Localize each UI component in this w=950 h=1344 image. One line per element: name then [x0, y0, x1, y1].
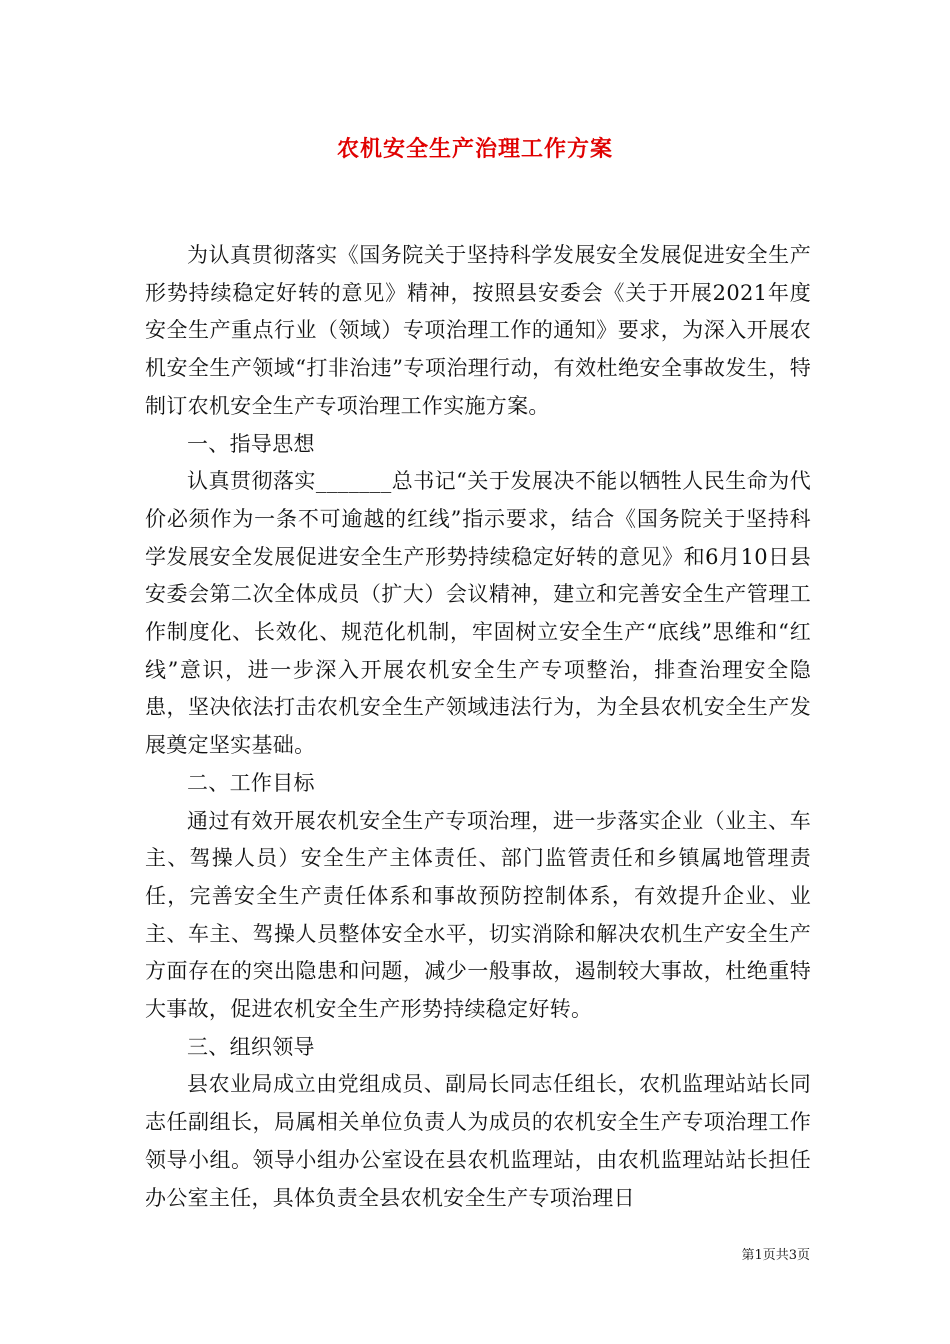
guiding-ideology-paragraph: 认真贯彻落实_______总书记“关于发展决不能以牺牲人民生命为代价必须作为一条不可逾越的红线”指示要求，结合《国务院关于坚持科学发展安全发展促进安全生产形势持续稳定好转的意见》和6月10日县安委会第二次全体成员（扩大）会议精神，建立和完善安全生产管理工作制度化、长效化、规范化机制，牢固树立安全生产“底线”思维和“红线”意识，进一步深入开展农机安全生产专项整治，排查治理安全隐患，坚决依法打击农机安全生产领域违法行为，为全县农机安全生产发展奠定坚实基础。 — [145, 469, 811, 758]
page-number: 第1页共3页 — [741, 1248, 810, 1263]
document-body — [145, 237, 811, 1217]
section-heading-organization: 三、组织领导 — [187, 1034, 315, 1059]
section-heading-work-goals: 二、工作目标 — [187, 770, 315, 795]
section-heading-guiding-ideology: 一、指导思想 — [187, 431, 315, 456]
document-title: 农机安全生产治理工作方案 — [336, 136, 613, 162]
intro-paragraph: 为认真贯彻落实《国务院关于坚持科学发展安全发展促进安全生产形势持续稳定好转的意见》精神，按照县安委会《关于开展2021年度安全生产重点行业（领域）专项治理工作的通知》要求，为深入开展农机安全生产领域“打非治违”专项治理行动，有效杜绝安全事故发生，特制订农机安全生产专项治理工作实施方案。 — [145, 243, 811, 418]
organization-paragraph: 县农业局成立由党组成员、副局长同志任组长，农机监理站站长同志任副组长，局属相关单位负责人为成员的农机安全生产专项治理工作领导小组。领导小组办公室设在县农机监理站，由农机监理站站长担任办公室主任，具体负责全县农机安全生产专项治理日 — [145, 1072, 811, 1210]
work-goals-paragraph: 通过有效开展农机安全生产专项治理，进一步落实企业（业主、车主、驾操人员）安全生产主体责任、部门监管责任和乡镇属地管理责任，完善安全生产责任体系和事故预防控制体系，有效提升企业、业主、车主、驾操人员整体安全水平，切实消除和解决农机生产安全生产方面存在的突出隐患和问题，减少一般事故，遏制较大事故，杜绝重特大事故，促进农机安全生产形势持续稳定好转。 — [145, 808, 811, 1022]
